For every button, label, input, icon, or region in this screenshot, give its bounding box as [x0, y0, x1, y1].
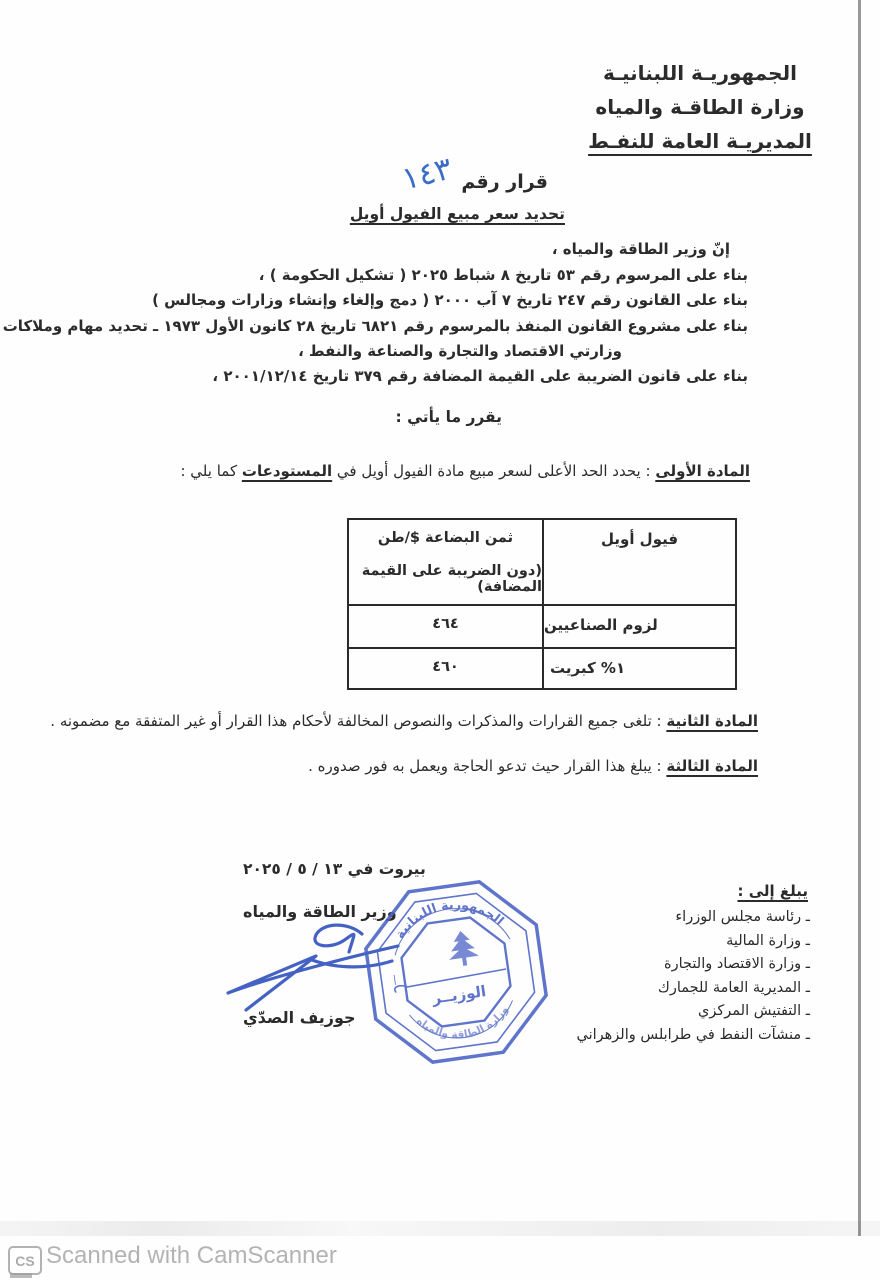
table-row	[349, 649, 735, 688]
distribution-item: ـ منشآت النفط في طرابلس والزهراني	[576, 1026, 810, 1043]
republic-name: الجمهوريـة اللبنانيـة	[603, 61, 797, 85]
scan-edge-line	[858, 0, 861, 1236]
table-header-category: فيول أويل	[542, 520, 735, 604]
preamble-line: وزارتي الاقتصاد والتجارة والصناعة والنفط ،	[298, 342, 622, 360]
minister-title: وزير الطاقة والمياه	[243, 902, 397, 921]
preamble-line: إنّ وزير الطاقة والمياه ،	[551, 240, 730, 258]
distribution-item: ـ رئاسة مجلس الوزراء	[675, 909, 810, 925]
stamp-center-text: الوزيــر	[431, 982, 488, 1008]
ministry-stamp	[348, 864, 565, 1081]
stamp-tick: |	[392, 974, 398, 986]
distribution-item: ـ وزارة الاقتصاد والتجارة	[664, 956, 810, 972]
article-1-highlight: المستودعات	[241, 462, 333, 480]
preamble-line: بناء على مشروع القانون المنفذ بالمرسوم رقم ٦٨٢١ تاريخ ٢٨ كانون الأول ١٩٧٣ ـ تحديد مهام وملاكات	[2, 317, 748, 335]
scan-shadow-band	[0, 1221, 880, 1236]
decision-number-handwritten: ١٤٣	[398, 150, 456, 198]
stamp-bottom-text: وزارة الطاقة والمياه	[414, 1003, 511, 1042]
article-2-label: المادة الثانية	[666, 712, 758, 730]
price-header-line1: ثمن البضاعة $/طن	[377, 530, 514, 546]
camscanner-badge-tab	[10, 1273, 32, 1278]
article-1-text-end: كما يلي :	[180, 462, 242, 480]
article-1-text: : يحدد الحد الأعلى لسعر مبيع مادة الفيول أويل في	[332, 462, 656, 480]
row-price: ٤٦٠	[432, 659, 459, 675]
preamble-line: بناء على المرسوم رقم ٥٣ تاريخ ٨ شباط ٢٠٢٥ ( تشكيل الحكومة ) ،	[258, 266, 748, 284]
article-2	[50, 712, 758, 730]
table-header-price	[349, 520, 542, 604]
decision-subject: تحديد سعر مبيع الفيول أويل	[349, 205, 565, 223]
article-2-text: : تلغى جميع القرارات والمذكرات والنصوص المخالفة لأحكام هذا القرار أو غير المتفقة مع مضمونه .	[50, 712, 667, 730]
preamble-line: بناء على قانون الضريبة على القيمة المضافة رقم ٣٧٩ تاريخ ٢٠٠١/١٢/١٤ ،	[212, 367, 748, 385]
distribution-list	[576, 906, 810, 1047]
decision-title: قرار رقم	[461, 171, 548, 193]
cedar-tree-icon	[445, 929, 480, 968]
fuel-price-table	[347, 518, 737, 690]
distribution-item: ـ وزارة المالية	[726, 932, 810, 949]
stamp-top-text: الجمهورية اللبنانية	[391, 896, 508, 942]
distribution-item: ـ التفتيش المركزي	[698, 1003, 810, 1019]
issue-date: بيروت في ١٣ / ٥ / ٢٠٢٥	[243, 860, 426, 878]
article-1-label: المادة الأولى	[655, 462, 750, 480]
row-category: ١% كبريت	[542, 649, 735, 688]
row-category: لزوم الصناعيين	[542, 606, 735, 647]
directorate-name: المديريـة العامة للنفـط	[588, 129, 812, 153]
price-header-line2: (دون الضريبة على القيمة المضافة)	[361, 563, 542, 595]
minister-name: جوزيف الصدّي	[243, 1008, 356, 1027]
article-3-label: المادة الثالثة	[666, 757, 758, 775]
camscanner-footer-text: Scanned with CamScanner	[46, 1242, 337, 1269]
article-1	[180, 462, 750, 480]
decree-intro: يقرر ما يأتي :	[395, 408, 502, 426]
table-header-row	[349, 520, 735, 606]
preamble-line: بناء على القانون رقم ٢٤٧ تاريخ ٧ آب ٢٠٠٠ ( دمج وإلغاء وإنشاء وزارات ومجالس )	[152, 291, 748, 309]
distribution-title: يبلغ إلى :	[737, 882, 808, 900]
article-3	[308, 757, 758, 775]
row-price: ٤٦٤	[432, 616, 459, 632]
ministry-name: وزارة الطاقـة والمياه	[595, 95, 805, 119]
letterhead	[550, 56, 850, 158]
camscanner-badge-icon: CS	[8, 1246, 42, 1275]
table-row	[349, 606, 735, 649]
article-3-text: : يبلغ هذا القرار حيث تدعو الحاجة ويعمل به فور صدوره .	[308, 757, 667, 775]
distribution-item: ـ المديرية العامة للجمارك	[657, 979, 810, 996]
